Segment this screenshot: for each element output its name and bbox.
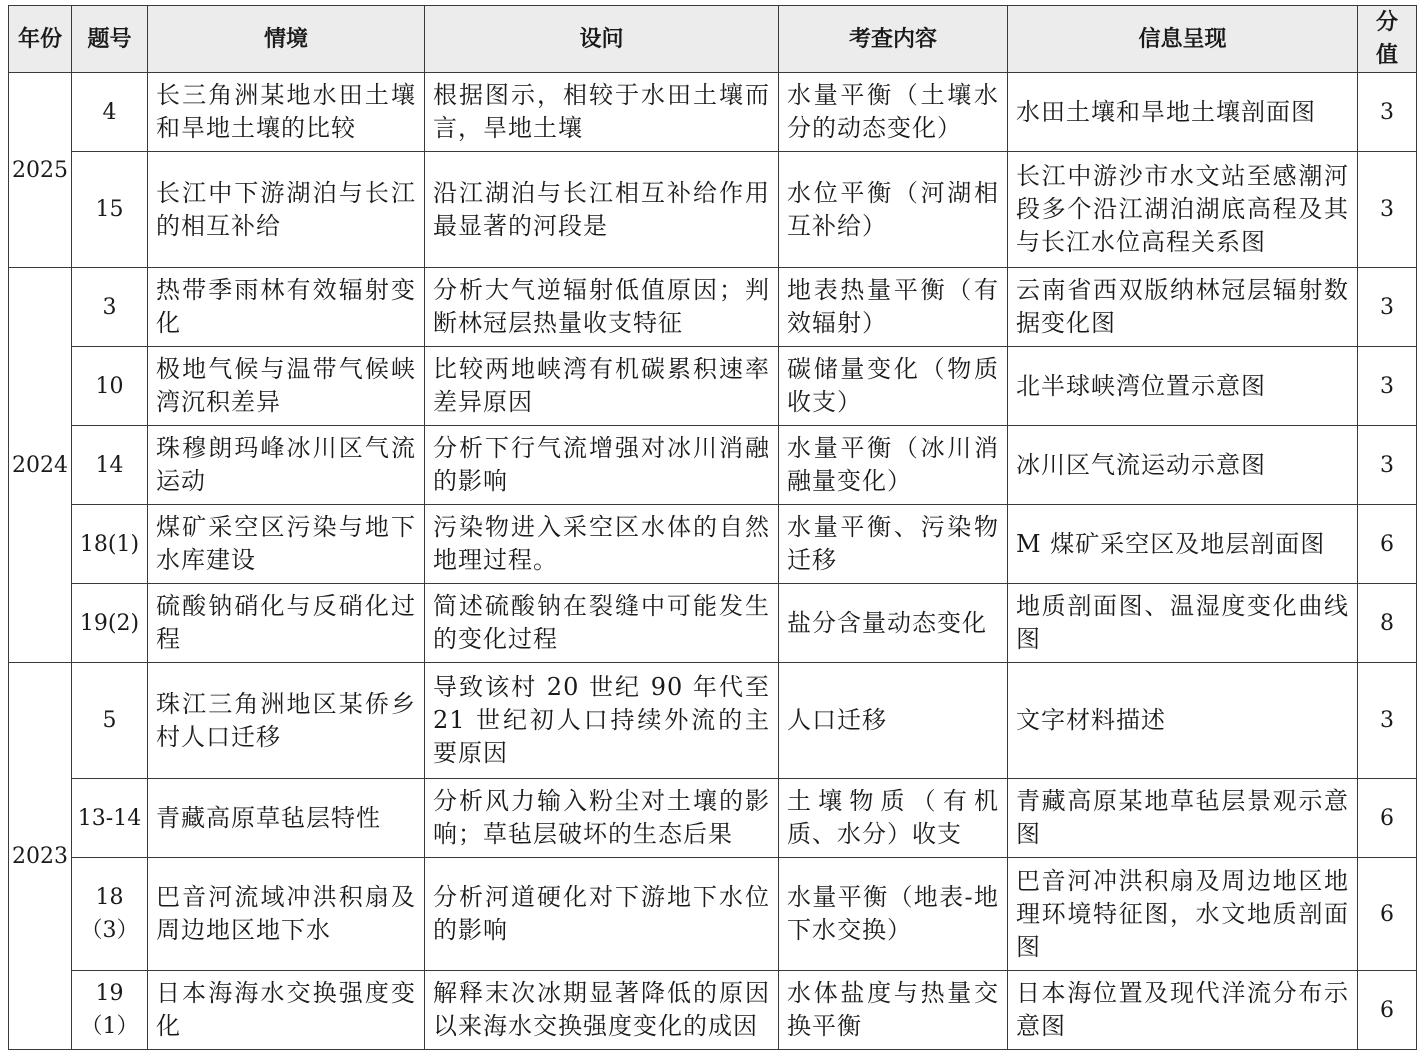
score-cell: 6 [1358, 858, 1417, 971]
table-row [9, 347, 1417, 426]
question-cell: 分析下行气流增强对冰川消融的影响 [425, 426, 779, 505]
num-cell: 18（3） [72, 858, 148, 971]
score-cell: 3 [1358, 426, 1417, 505]
content-cell: 土壤物质（有机质、水分）收支 [779, 779, 1008, 858]
scenario-cell: 珠江三角洲地区某侨乡村人口迁移 [148, 663, 425, 779]
num-cell: 15 [72, 152, 148, 268]
question-cell: 分析大气逆辐射低值原因；判断林冠层热量收支特征 [425, 268, 779, 347]
question-cell: 根据图示，相较于水田土壤而言，旱地土壤 [425, 73, 779, 152]
content-cell: 人口迁移 [779, 663, 1008, 779]
num-cell: 19(2) [72, 584, 148, 663]
info-cell: 青藏高原某地草毡层景观示意图 [1008, 779, 1358, 858]
info-cell: 冰川区气流运动示意图 [1008, 426, 1358, 505]
num-cell: 13-14 [72, 779, 148, 858]
content-cell: 水体盐度与热量交换平衡 [779, 971, 1008, 1050]
table-row [9, 268, 1417, 347]
score-cell: 8 [1358, 584, 1417, 663]
content-cell: 地表热量平衡（有效辐射） [779, 268, 1008, 347]
content-cell: 水量平衡（土壤水分的动态变化） [779, 73, 1008, 152]
scenario-cell: 长江中下游湖泊与长江的相互补给 [148, 152, 425, 268]
table-row [9, 584, 1417, 663]
exam-analysis-table-container [8, 5, 1417, 1050]
scenario-cell: 硫酸钠硝化与反硝化过程 [148, 584, 425, 663]
table-row [9, 505, 1417, 584]
header-scenario: 情境 [148, 6, 425, 73]
score-cell: 3 [1358, 347, 1417, 426]
info-cell: 巴音河冲洪积扇及周边地区地理环境特征图，水文地质剖面图 [1008, 858, 1358, 971]
score-cell: 3 [1358, 152, 1417, 268]
table-row [9, 971, 1417, 1050]
score-cell: 6 [1358, 971, 1417, 1050]
table-row [9, 779, 1417, 858]
question-cell: 导致该村 20 世纪 90 年代至 21 世纪初人口持续外流的主要原因 [425, 663, 779, 779]
num-cell: 5 [72, 663, 148, 779]
question-cell: 污染物进入采空区水体的自然地理过程。 [425, 505, 779, 584]
exam-analysis-table [8, 5, 1417, 1050]
num-cell: 19（1） [72, 971, 148, 1050]
content-cell: 盐分含量动态变化 [779, 584, 1008, 663]
table-row [9, 858, 1417, 971]
scenario-cell: 长三角洲某地水田土壤和旱地土壤的比较 [148, 73, 425, 152]
info-cell: 长江中游沙市水文站至感潮河段多个沿江湖泊湖底高程及其与长江水位高程关系图 [1008, 152, 1358, 268]
header-question: 设问 [425, 6, 779, 73]
score-cell: 6 [1358, 779, 1417, 858]
scenario-cell: 珠穆朗玛峰冰川区气流运动 [148, 426, 425, 505]
score-cell: 3 [1358, 268, 1417, 347]
question-cell: 沿江湖泊与长江相互补给作用最显著的河段是 [425, 152, 779, 268]
header-content: 考查内容 [779, 6, 1008, 73]
scenario-cell: 热带季雨林有效辐射变化 [148, 268, 425, 347]
info-cell: 文字材料描述 [1008, 663, 1358, 779]
year-cell: 2024 [9, 268, 72, 663]
table-row [9, 663, 1417, 779]
score-cell: 6 [1358, 505, 1417, 584]
content-cell: 水量平衡（地表-地下水交换） [779, 858, 1008, 971]
header-info: 信息呈现 [1008, 6, 1358, 73]
question-cell: 比较两地峡湾有机碳累积速率差异原因 [425, 347, 779, 426]
header-score: 分值 [1358, 6, 1417, 73]
num-cell: 14 [72, 426, 148, 505]
info-cell: 北半球峡湾位置示意图 [1008, 347, 1358, 426]
table-row [9, 426, 1417, 505]
question-cell: 分析河道硬化对下游地下水位的影响 [425, 858, 779, 971]
score-cell: 3 [1358, 73, 1417, 152]
year-cell: 2025 [9, 73, 72, 268]
info-cell: 云南省西双版纳林冠层辐射数据变化图 [1008, 268, 1358, 347]
question-cell: 解释末次冰期显著降低的原因以来海水交换强度变化的成因 [425, 971, 779, 1050]
scenario-cell: 巴音河流域冲洪积扇及周边地区地下水 [148, 858, 425, 971]
info-cell: 水田土壤和旱地土壤剖面图 [1008, 73, 1358, 152]
question-cell: 简述硫酸钠在裂缝中可能发生的变化过程 [425, 584, 779, 663]
scenario-cell: 极地气候与温带气候峡湾沉积差异 [148, 347, 425, 426]
content-cell: 水量平衡、污染物迁移 [779, 505, 1008, 584]
score-cell: 3 [1358, 663, 1417, 779]
scenario-cell: 煤矿采空区污染与地下水库建设 [148, 505, 425, 584]
header-row [9, 6, 1417, 73]
content-cell: 水量平衡（冰川消融量变化） [779, 426, 1008, 505]
table-row [9, 73, 1417, 152]
num-cell: 4 [72, 73, 148, 152]
info-cell: 地质剖面图、温湿度变化曲线图 [1008, 584, 1358, 663]
num-cell: 18(1) [72, 505, 148, 584]
num-cell: 10 [72, 347, 148, 426]
content-cell: 碳储量变化（物质收支） [779, 347, 1008, 426]
num-cell: 3 [72, 268, 148, 347]
info-cell: 日本海位置及现代洋流分布示意图 [1008, 971, 1358, 1050]
info-cell: M 煤矿采空区及地层剖面图 [1008, 505, 1358, 584]
table-row [9, 152, 1417, 268]
year-cell: 2023 [9, 663, 72, 1050]
header-question-number: 题号 [72, 6, 148, 73]
question-cell: 分析风力输入粉尘对土壤的影响；草毡层破坏的生态后果 [425, 779, 779, 858]
header-year: 年份 [9, 6, 72, 73]
scenario-cell: 青藏高原草毡层特性 [148, 779, 425, 858]
content-cell: 水位平衡（河湖相互补给） [779, 152, 1008, 268]
scenario-cell: 日本海海水交换强度变化 [148, 971, 425, 1050]
